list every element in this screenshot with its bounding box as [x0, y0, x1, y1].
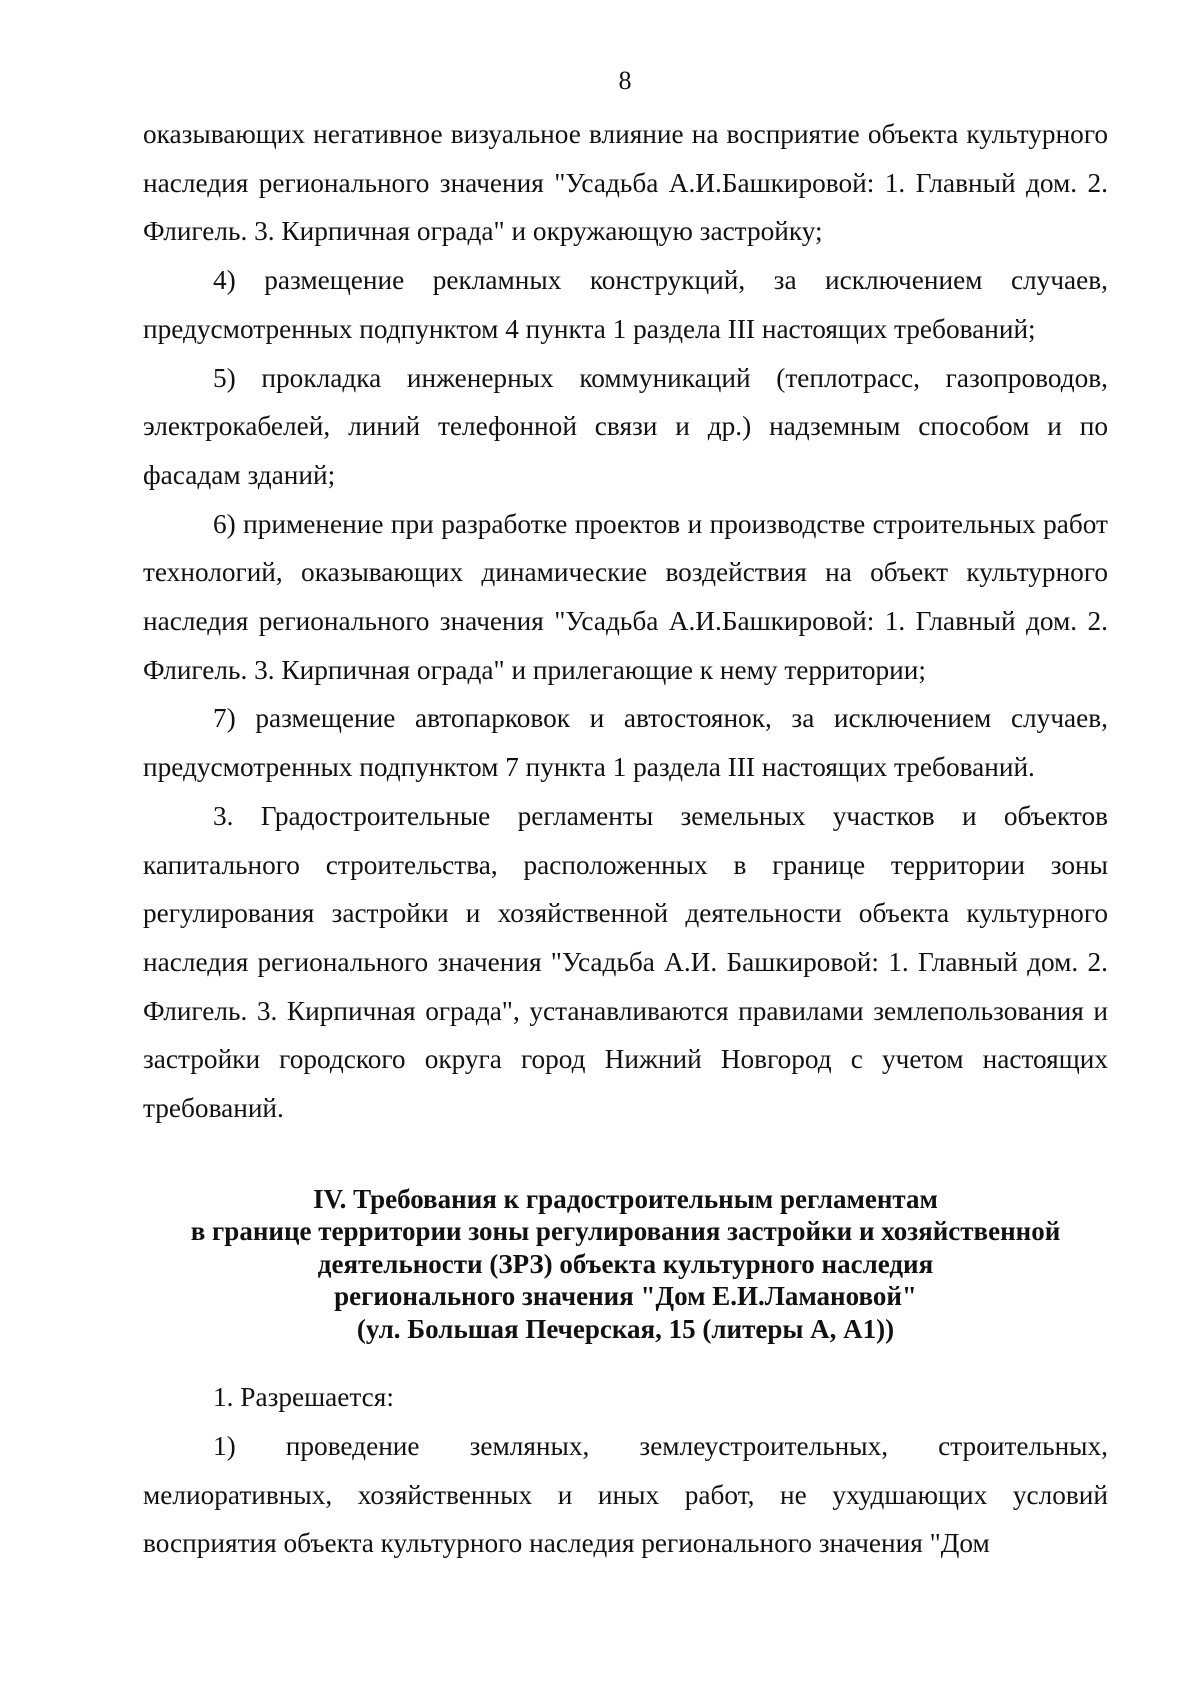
list-item-5: 5) прокладка инженерных коммуникаций (теплотрасс, газопроводов, электрокабелей, линий телефонной связи и др.) надземным способом и по фасадам зданий; — [143, 362, 1108, 490]
list-item-7: 7) размещение автопарковок и автостоянок, за исключением случаев, предусмотренных подпунктом 7 пункта 1 раздела III настоящих требований. — [143, 703, 1108, 783]
list-item-1: 1) проведение земляных, землеустроительных, строительных, мелиоративных, хозяйственных и иных работ, не ухудшающих условий восприятия объекта культурного наследия регионального значения "Дом — [143, 1430, 1108, 1559]
list-item-6: 6) применение при разработке проектов и производстве строительных работ технологий, оказывающих динамические воздействия на объект культурного наследия регионального значения "Усадьба А.И.Башкировой: 1. Главный дом. 2. Флигель. 3. Кирпичная ограда" и прилегающие к нему территории; — [143, 508, 1108, 685]
section-heading-line: (ул. Большая Печерская, 15 (литеры А, А1)) — [356, 1313, 895, 1344]
paragraph-continuation: оказывающих негативное визуальное влияние на восприятие объекта культурного наследия регионального значения "Усадьба А.И.Башкировой: 1. Главный дом. 2. Флигель. 3. Кирпичная ограда" и окружающую застройку; — [143, 119, 1108, 247]
section-heading-line: деятельности (ЗРЗ) объекта культурного наследия — [317, 1248, 934, 1279]
page-number: 8 — [618, 66, 632, 95]
clause-1: 1. Разрешается: — [213, 1382, 394, 1413]
section-heading-line: регионального значения "Дом Е.И.Ламановой" — [334, 1281, 917, 1312]
section-heading — [143, 1183, 1108, 1346]
document-body — [143, 110, 1108, 1568]
section-heading-line: IV. Требования к градостроительным регламентам — [313, 1183, 938, 1214]
section-heading-line: в границе территории зоны регулирования застройки и хозяйственной — [190, 1216, 1061, 1247]
clause-3: 3. Градостроительные регламенты земельных участков и объектов капитального строительства, расположенных в границе территории зоны регулирования застройки и хозяйственной деятельности объекта культурного наследия регионального значения "Усадьба А.И. Башкировой: 1. Главный дом. 2. Флигель. 3. Кирпичная ограда", устанавливаются правилами землепользования и застройки городского округа город Нижний Новгород с учетом настоящих требований. — [143, 800, 1108, 1124]
list-item-4: 4) размещение рекламных конструкций, за исключением случаев, предусмотренных подпунктом 4 пункта 1 раздела III настоящих требований; — [143, 265, 1108, 344]
